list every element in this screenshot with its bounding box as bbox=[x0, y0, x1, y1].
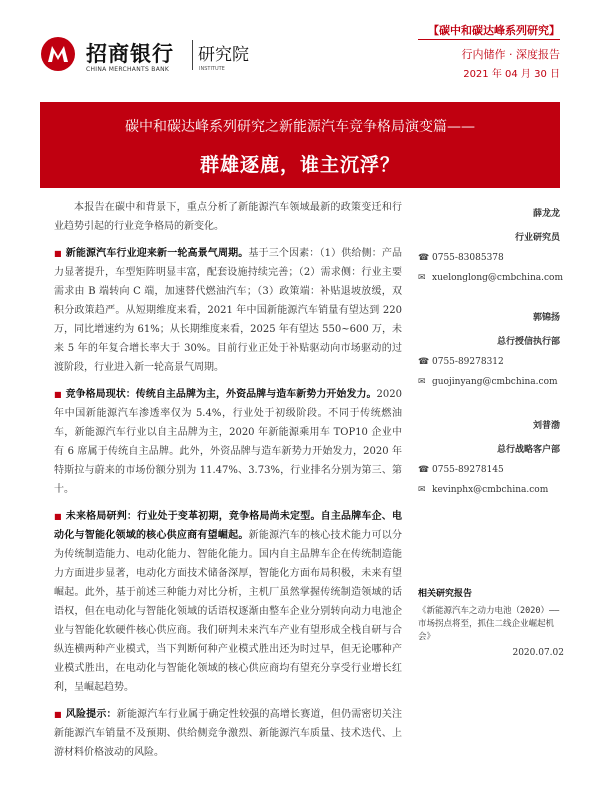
bullet-heading: 未来格局研判：行业处于变革初期，竞争格局尚未定型。自主品牌车企、电动化与智能化领域的核心供应商有望崛起。 bbox=[54, 511, 403, 541]
cmb-logo-icon bbox=[40, 36, 76, 72]
analyst-role: 行业研究员 bbox=[514, 233, 560, 243]
bullet-paragraph bbox=[54, 705, 402, 762]
bullet-marker-icon: ■ bbox=[54, 710, 62, 719]
analyst-email[interactable]: ✉ xuelonglong@cmbchina.com bbox=[418, 273, 563, 283]
related-report-link[interactable]: 《新能源汽车之动力电池（2020）——市场拐点将至，抓住二线企业崛起机会》 bbox=[418, 606, 560, 642]
bullet-paragraph bbox=[54, 507, 402, 697]
analyst-email[interactable]: ✉ kevinphx@cmbchina.com bbox=[418, 485, 549, 495]
mail-icon: ✉ bbox=[418, 273, 426, 283]
analyst-card bbox=[418, 418, 560, 495]
logo-divider bbox=[192, 40, 193, 70]
related-heading: 相关研究报告 bbox=[418, 589, 473, 599]
bullet-paragraph bbox=[54, 244, 402, 377]
logo-text: 招商银行 bbox=[86, 42, 174, 66]
title-banner bbox=[40, 102, 560, 188]
page-title: 群雄逐鹿，谁主沉浮？ bbox=[199, 154, 400, 176]
bullet-heading: 竞争格局现状：传统自主品牌为主，外资品牌与造车新势力开始发力。 bbox=[65, 389, 377, 400]
report-type: 行内储作 · 深度报告 bbox=[461, 48, 560, 61]
analyst-role: 总行授信执行部 bbox=[496, 337, 560, 347]
bullet-marker-icon: ■ bbox=[54, 512, 62, 521]
analyst-name: 郭锦扬 bbox=[532, 313, 560, 323]
series-label: 【碳中和碳达峰系列研究】 bbox=[428, 24, 560, 37]
phone-icon: ☎ bbox=[418, 253, 430, 263]
analyst-email[interactable]: ✉ guojinyang@cmbchina.com bbox=[418, 377, 558, 387]
analyst-card bbox=[418, 206, 563, 283]
bullet-body: 新能源汽车的核心技术能力可以分为传统制造能力、电动化能力、智能化能力。国内自主品牌车企在传统制造能力方面进步显著，电动化方面技术储备深厚，智能化方面布局积极，未来有望崛起。此外，基于前述三种能力对比分析，主机厂虽然掌握传统制造领域的话语权，但在电动化与智能化领域的话语权逐渐由整车企业分别转向动力电池企业与智能化软硬件核心供应商。我们研判未来汽车产业有望形成全栈自研与合纵连横两种产业模式，当下判断何种产业模式胜出还为时过早，但无论哪种产业模式胜出，在电动化与智能化领域的核心供应商均有望充分享受行业增长红利，呈崛起趋势。 bbox=[54, 530, 403, 693]
bullet-body: 基于三个因素：（1）供给侧：产品力显著提升，车型矩阵明显丰富，配套设施持续完善；（2）需求侧：行业主要需求由 B 端转向 C 端，加速替代燃油汽车；（3）政策端：补贴退坡放缓，双积分政策趋严。从短期维度来看，2021 年中国新能源汽车销量有望达到 220 万，同比增速约为 61%；从长期维度来看，2025 年有望达 550~600 万，未来 5 年的年复合增长率大于 30%。目前行业正处于补贴驱动向市场驱动的过渡阶段，行业进入新一轮高景气周期。 bbox=[54, 248, 403, 373]
analyst-phone: ☎ 0755-83085378 bbox=[418, 253, 504, 263]
report-date: 2021 年 04 月 30 日 bbox=[463, 69, 560, 80]
institute-english: INSTITUTE bbox=[199, 66, 225, 72]
logo-english: CHINA MERCHANTS BANK bbox=[86, 66, 170, 73]
analyst-name: 薛龙龙 bbox=[532, 209, 560, 219]
mail-icon: ✉ bbox=[418, 377, 426, 387]
banner-subtitle: 碳中和碳达峰系列研究之新能源汽车竞争格局演变篇—— bbox=[125, 119, 475, 135]
bullet-marker-icon: ■ bbox=[54, 390, 62, 399]
analyst-phone: ☎ 0755-89278145 bbox=[418, 465, 504, 475]
analyst-phone: ☎ 0755-89278312 bbox=[418, 357, 504, 367]
analyst-card bbox=[418, 310, 560, 387]
bullet-marker-icon: ■ bbox=[54, 249, 62, 258]
related-reports bbox=[418, 586, 564, 658]
institute-name: 研究院 bbox=[198, 45, 249, 65]
intro-paragraph: 本报告在碳中和背景下，重点分析了新能源汽车领域最新的政策变迁和行业趋势引起的行业竞争格局的新变化。 bbox=[54, 202, 402, 232]
phone-icon: ☎ bbox=[418, 357, 430, 367]
bullet-heading: 风险提示： bbox=[65, 709, 117, 720]
analyst-name: 刘普渤 bbox=[532, 421, 560, 431]
phone-icon: ☎ bbox=[418, 465, 430, 475]
mail-icon: ✉ bbox=[418, 485, 426, 495]
series-underline bbox=[418, 39, 560, 40]
analyst-role: 总行战略客户部 bbox=[496, 445, 560, 455]
bullet-body: 新能源汽车行业属于确定性较强的高增长赛道，但仍需密切关注新能源汽车销量不及预期、供给侧竞争激烈、新能源汽车质量、技术迭代、上游材料价格波动的风险。 bbox=[54, 709, 403, 758]
bullet-heading: 新能源汽车行业迎来新一轮高景气周期。 bbox=[65, 248, 249, 259]
bullet-paragraph bbox=[54, 385, 402, 499]
related-report-date: 2020.07.02 bbox=[512, 648, 564, 658]
bullet-body: 2020 年中国新能源汽车渗透率仅为 5.4%，行业处于初级阶段。不同于传统燃油车，新能源汽车行业以自主品牌为主，2020 年新能源乘用车 TOP10 企业中有 6 席属于传统自主品牌。此外，外资品牌与造车新势力开始发力，2020 年特斯拉与蔚来的市场份额分别为 11.47%、3.73%，行业排名分别为第三、第十。 bbox=[54, 389, 402, 495]
main-content bbox=[54, 198, 402, 770]
